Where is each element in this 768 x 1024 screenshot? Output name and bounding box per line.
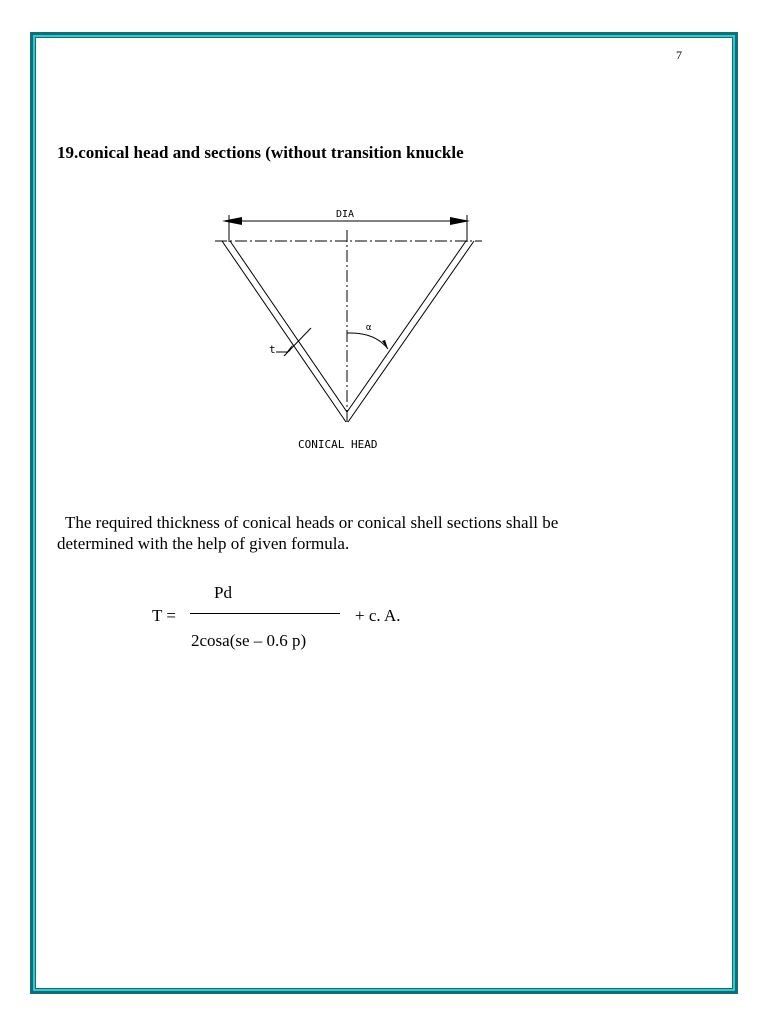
conical-head-diagram xyxy=(200,200,500,460)
angle-arrow xyxy=(382,340,388,349)
formula-numerator: Pd xyxy=(214,583,232,602)
angle-label: α xyxy=(366,323,372,333)
formula-fraction-bar xyxy=(190,613,340,614)
diagram-caption: CONICAL HEAD xyxy=(298,438,378,451)
formula-lhs: T = xyxy=(152,606,176,625)
formula-rhs: + c. A. xyxy=(355,606,401,625)
body-paragraph xyxy=(57,512,697,554)
cone-wall-left-outer xyxy=(222,241,346,422)
dia-arrow-left xyxy=(222,217,242,225)
page-number: 7 xyxy=(676,48,682,62)
angle-arc xyxy=(347,333,388,349)
body-line-1: The required thickness of conical heads or conical shell sections shall be xyxy=(65,513,559,532)
formula-denominator: 2cosa(se – 0.6 p) xyxy=(191,631,307,650)
thickness-label: t xyxy=(269,343,276,356)
body-line-2: determined with the help of given formula. xyxy=(57,534,350,553)
dia-label: DIA xyxy=(336,209,355,220)
cone-wall-left-inner xyxy=(230,241,347,412)
cone-wall-right-inner xyxy=(347,241,466,412)
section-heading: 19.conical head and sections (without transition knuckle xyxy=(57,143,464,162)
